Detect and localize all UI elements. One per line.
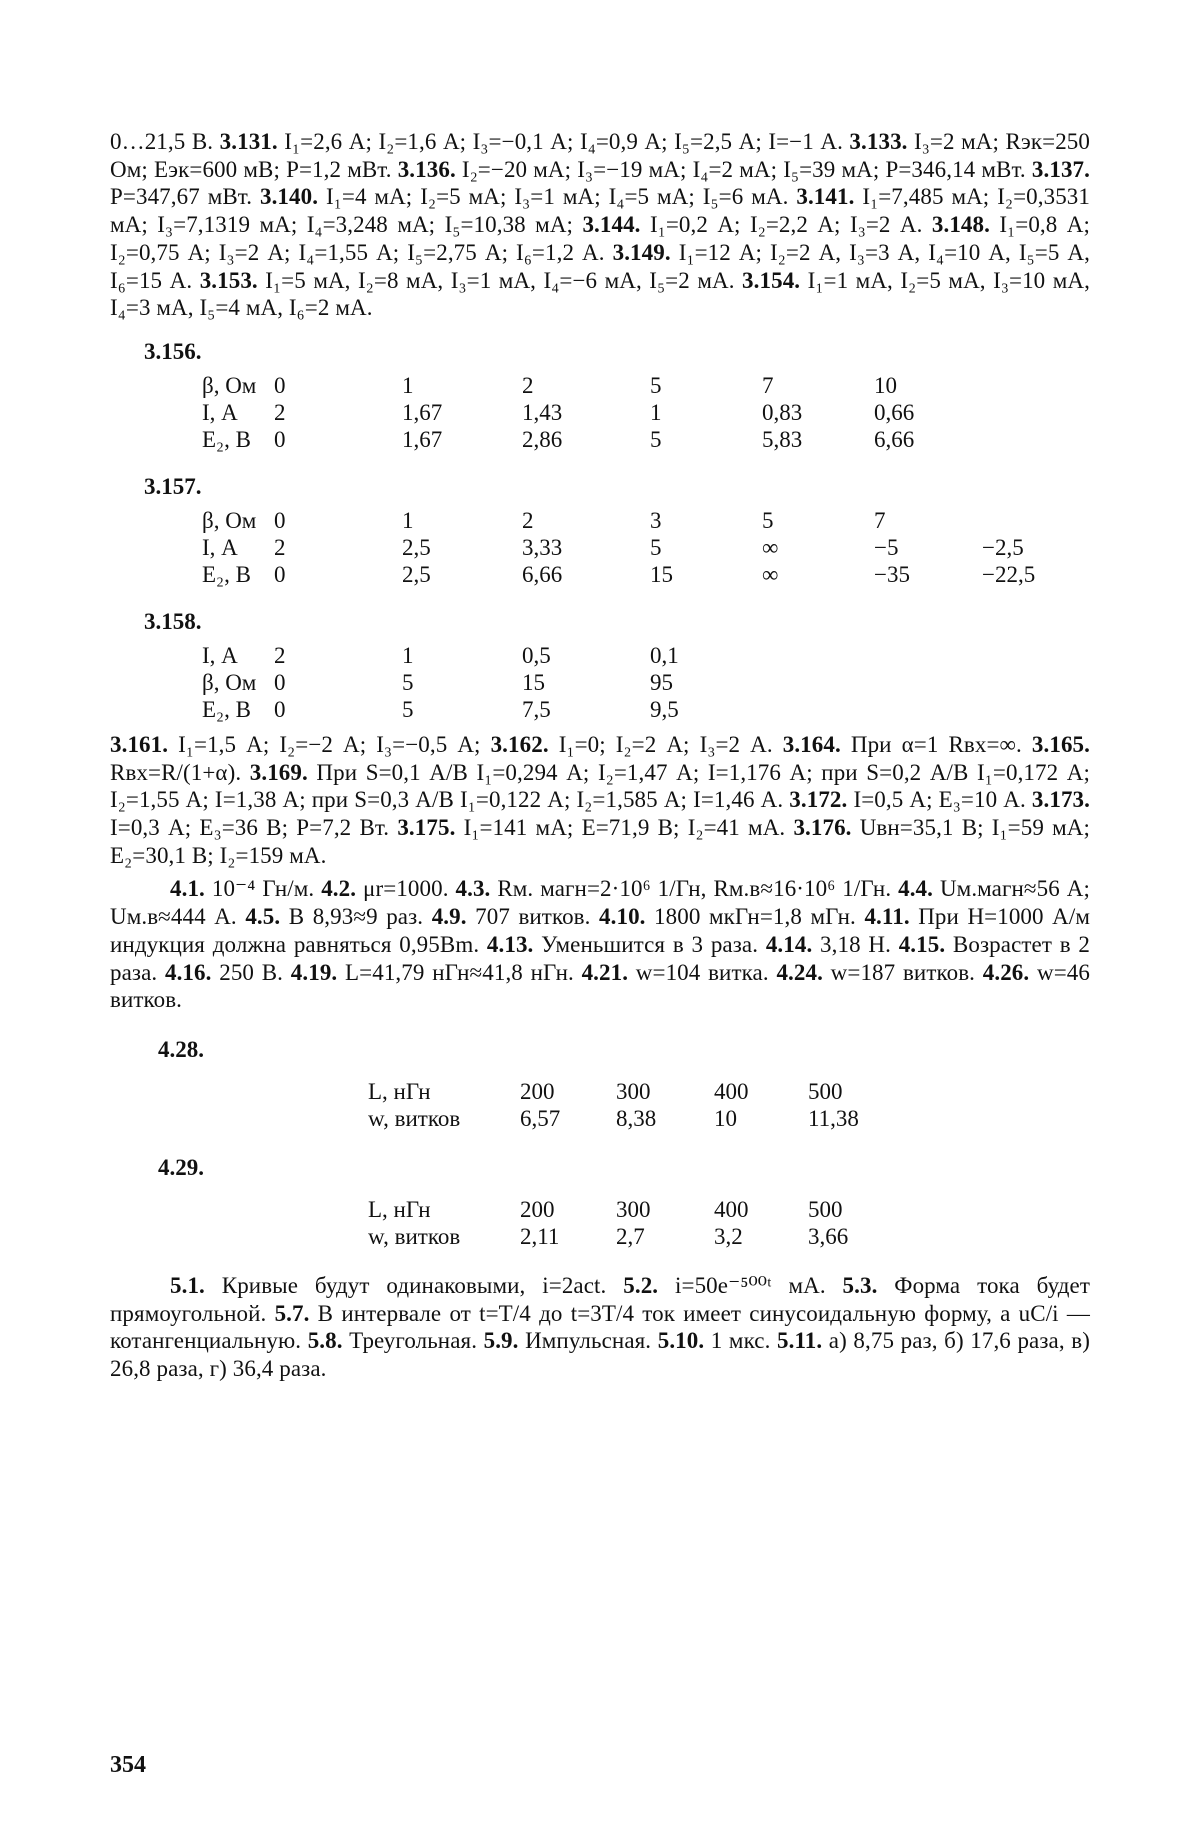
answer-number: 4.9. <box>431 904 467 930</box>
value-cell: 5 <box>650 426 662 452</box>
answer-number: 4.1. <box>170 876 205 902</box>
value-cell: 400 <box>714 1196 749 1222</box>
answer-text: I₁=141 мА; E=71,9 В; I₂=41 мА. <box>455 815 794 841</box>
answer-number: 5.7. <box>274 1300 310 1326</box>
answer-text: P=347,67 мВт. <box>110 184 260 210</box>
answer-number: 3.144. <box>582 212 641 238</box>
answer-text: I₁=1,5 А; I₂=−2 А; I₃=−0,5 А; <box>168 731 491 757</box>
page-number: 354 <box>110 1752 146 1778</box>
answer-text: 1 мкс. <box>704 1328 778 1354</box>
answer-number: 5.8. <box>307 1328 343 1354</box>
value-cell: 2 <box>274 534 286 560</box>
value-cell: 1,67 <box>402 399 443 425</box>
answer-text: Уменьшится в 3 раза. <box>533 931 766 957</box>
value-cell: 2 <box>522 372 534 398</box>
answer-text: I₁=12 А; I₂=2 А, I₃=3 А, I₄=10 А, I₅=5 А, I₆=15 А. <box>110 239 1090 293</box>
value-cell: 7 <box>874 507 886 533</box>
table-row <box>202 372 982 399</box>
answer-number: 3.164. <box>782 731 841 757</box>
block-label-3-156: 3.156. <box>144 338 202 364</box>
row-header-cell: β, Ом <box>202 507 257 533</box>
value-cell: 200 <box>520 1196 555 1222</box>
value-cell: 0,1 <box>650 642 679 668</box>
values-table-3-158 <box>202 642 762 723</box>
value-cell: 1 <box>402 642 414 668</box>
value-cell: 1,43 <box>522 399 563 425</box>
value-cell: 500 <box>808 1196 843 1222</box>
answer-text: I₁=0; I₂=2 А; I₃=2 А. <box>548 731 783 757</box>
answer-number: 3.136. <box>397 156 456 182</box>
value-cell: 9,5 <box>650 696 679 722</box>
answer-number: 5.10. <box>657 1328 705 1354</box>
answer-number: 3.154. <box>742 267 801 293</box>
value-cell: 2 <box>522 507 534 533</box>
answer-text: 0…21,5 В. <box>110 129 220 154</box>
answer-number: 3.175. <box>397 815 456 841</box>
block-label-3-158: 3.158. <box>144 608 202 634</box>
answer-text: I₁=2,6 А; I₂=1,6 А; I₃=−0,1 А; I₄=0,9 А; I₅=2,5 А; I=−1 А. <box>277 129 850 154</box>
answer-number: 3.172. <box>789 787 848 813</box>
value-cell: 0,83 <box>762 399 803 425</box>
answer-number: 3.141. <box>796 184 855 210</box>
value-cell: 2,11 <box>520 1223 560 1249</box>
value-cell: 0 <box>274 669 286 695</box>
answer-text: I₂=−20 мА; I₃=−19 мА; I₄=2 мА; I₅=39 мА; P=346,14 мВт. <box>455 156 1032 182</box>
value-cell: ∞ <box>762 534 779 560</box>
answer-number: 3.162. <box>490 731 549 757</box>
table-row <box>202 534 1082 561</box>
answer-text: В интервале от t=T/4 до t=3T/4 ток имеет синусоидальную форму, а uC/i — котангенциальную. <box>110 1300 1090 1354</box>
value-cell: 11,38 <box>808 1105 859 1131</box>
value-cell: 6,66 <box>522 561 563 587</box>
answer-number: 4.24. <box>776 959 823 985</box>
table-row <box>202 426 982 453</box>
table-row <box>368 1196 908 1223</box>
answer-text: 3,18 Н. <box>812 931 899 957</box>
answer-number: 3.153. <box>199 267 258 293</box>
value-cell: 10 <box>714 1105 737 1131</box>
value-cell: 1 <box>650 399 662 425</box>
block-label-4-28: 4.28. <box>158 1036 204 1062</box>
value-cell: 7,5 <box>522 696 551 722</box>
answer-number: 4.14. <box>765 931 813 957</box>
value-cell <box>982 507 1082 534</box>
answer-text: I₁=1 мА, I₂=5 мА, I₃=10 мА, I₄=3 мА, I₅=4 мА, I₆=2 мА. <box>110 267 1090 321</box>
answer-text: При α=1 Rвх=∞. <box>840 731 1032 757</box>
value-cell: 3 <box>650 507 662 533</box>
table-row <box>202 696 762 723</box>
answer-text: Rвх=R/(1+α). <box>110 759 250 785</box>
value-cell: 1 <box>402 372 414 398</box>
value-cell: 5 <box>650 534 662 560</box>
answer-number: 3.148. <box>931 212 990 238</box>
answer-text: I₁=7,485 мА; I₂=0,3531 мА; I₃=7,1319 мА; I₄=3,248 мА; I₅=10,38 мА; <box>110 184 1090 238</box>
table-row <box>202 642 762 669</box>
value-cell: 0 <box>274 507 286 533</box>
value-cell: 15 <box>522 669 545 695</box>
answer-text: Uвн=35,1 В; I₁=59 мА; E₂=30,1 В; I₂=159 мА. <box>110 815 1090 868</box>
block-label-4-29: 4.29. <box>158 1154 204 1180</box>
value-cell: 5 <box>402 669 414 695</box>
table-row <box>202 669 762 696</box>
answer-text: 707 витков. <box>466 904 600 930</box>
table-row <box>202 507 1082 534</box>
answer-text: При H=1000 А/м индукция должна равняться 0,95Bm. <box>110 904 1091 957</box>
value-cell: 0 <box>274 426 286 452</box>
value-cell: 2,5 <box>402 534 431 560</box>
row-header-cell: I, А <box>202 399 238 425</box>
value-cell: 6,57 <box>520 1105 561 1131</box>
value-cell: −5 <box>874 534 899 560</box>
answer-text: 250 В. <box>211 959 291 985</box>
answer-number: 4.13. <box>486 931 534 957</box>
values-table-3-157 <box>202 507 1082 588</box>
answers-paragraph-3-131 <box>110 128 1090 322</box>
answer-number: 4.16. <box>164 959 212 985</box>
value-cell: 3,66 <box>808 1223 849 1249</box>
answer-number: 3.140. <box>259 184 319 210</box>
row-header-cell: E₂, В <box>202 561 251 587</box>
value-cell: 0,66 <box>874 399 915 425</box>
answer-number: 5.3. <box>842 1272 878 1298</box>
value-cell: 6,66 <box>874 426 915 452</box>
row-header-cell: E₂, В <box>202 696 251 722</box>
value-cell: 5 <box>762 507 774 533</box>
answer-number: 4.10. <box>599 904 646 930</box>
answer-text: При S=0,1 А/В I₁=0,294 А; I₂=1,47 А; I=1,176 А; при S=0,2 А/В I₁=0,172 А; I₂=1,55 А; I=1,38 А; при S=0,3 А/В I₁=0,122 А; I₂=1,585 А; I=1,46 А. <box>110 759 1090 813</box>
block-label-3-157: 3.157. <box>144 473 202 499</box>
value-cell: 8,38 <box>616 1105 657 1131</box>
answers-paragraph-5-1 <box>110 1272 1090 1383</box>
value-cell: ∞ <box>762 561 779 587</box>
value-cell: 400 <box>714 1078 749 1104</box>
answer-text: I₁=0,2 А; I₂=2,2 А; I₃=2 А. <box>640 212 932 238</box>
answer-number: 5.9. <box>483 1328 519 1354</box>
value-cell: 300 <box>616 1078 651 1104</box>
row-header-cell: I, А <box>202 534 238 560</box>
value-cell: 2 <box>274 399 286 425</box>
answer-text: Форма тока будет прямоугольной. <box>110 1272 1090 1326</box>
table-row <box>368 1223 908 1250</box>
value-cell: 2,86 <box>522 426 563 452</box>
answer-number: 5.1. <box>170 1272 205 1298</box>
value-cell: −2,5 <box>982 534 1024 560</box>
answer-text: I=0,5 А; E₃=10 А. <box>847 787 1032 813</box>
answer-number: 4.4. <box>898 876 934 902</box>
row-header-cell: L, нГн <box>368 1196 431 1222</box>
value-cell: −22,5 <box>982 561 1036 587</box>
answer-number: 5.11. <box>777 1328 823 1354</box>
answer-number: 3.173. <box>1031 787 1090 813</box>
answer-text: i=50e⁻⁵⁰⁰ᵗ мА. <box>658 1272 843 1298</box>
answer-number: 3.149. <box>612 239 671 265</box>
answer-text: 10⁻⁴ Гн/м. <box>204 876 322 902</box>
answer-text: I₁=0,8 А; I₂=0,75 А; I₃=2 А; I₄=1,55 А; I₅=2,75 А; I₆=1,2 А. <box>110 212 1090 265</box>
answer-text: Rм. магн=2·10⁶ 1/Гн, Rм.в≈16·10⁶ 1/Гн. <box>490 876 899 902</box>
answer-number: 4.5. <box>245 904 281 930</box>
answer-text: Треугольная. <box>342 1328 484 1354</box>
row-header-cell: E₂, В <box>202 426 251 452</box>
row-header-cell: I, А <box>202 642 238 668</box>
answer-block-4-29 <box>110 1154 1090 1250</box>
answer-number: 3.169. <box>249 759 308 785</box>
value-cell: 2,5 <box>402 561 431 587</box>
answer-number: 4.26. <box>982 959 1030 985</box>
answer-text: Возрастет в 2 раза. <box>110 931 1090 985</box>
answer-text: I₃=2 мА; Rэк=250 Ом; Eэк=600 мВ; P=1,2 мВт. <box>110 129 1090 182</box>
value-cell: 2 <box>274 642 286 668</box>
answer-block-3-156 <box>110 338 1090 453</box>
answer-number: 3.165. <box>1031 731 1091 757</box>
row-header-cell: w, витков <box>368 1223 461 1249</box>
value-cell: 7 <box>762 372 774 398</box>
value-cell: −35 <box>874 561 910 587</box>
row-header-cell: w, витков <box>368 1105 461 1131</box>
answer-text: Импульсная. <box>518 1328 658 1354</box>
answer-text: Uм.магн≈56 А; Uм.в≈444 А. <box>110 876 1090 930</box>
answer-number: 3.133. <box>849 129 908 154</box>
answer-block-3-157 <box>110 473 1090 588</box>
value-cell: 1,67 <box>402 426 443 452</box>
answer-text: В 8,93≈9 раз. <box>280 904 432 930</box>
value-cell: 95 <box>650 669 673 695</box>
answers-paragraph-3-161 <box>110 731 1090 870</box>
value-cell: 3,33 <box>522 534 563 560</box>
answer-text: μr=1000. <box>356 876 456 902</box>
answer-text: w=104 витка. <box>628 959 777 985</box>
answer-number: 5.2. <box>623 1272 659 1298</box>
value-cell: 10 <box>874 372 897 398</box>
answer-number: 4.11. <box>864 904 910 930</box>
answer-text: w=187 витков. <box>822 959 983 985</box>
answer-text: I=0,3 А; E₃=36 В; P=7,2 Вт. <box>110 815 398 841</box>
value-cell: 300 <box>616 1196 651 1222</box>
answer-number: 3.131. <box>219 129 278 154</box>
value-cell: 5 <box>402 696 414 722</box>
answer-number: 3.161. <box>110 731 169 757</box>
value-cell: 5,83 <box>762 426 803 452</box>
value-cell: 0 <box>274 561 286 587</box>
value-cell: 1 <box>402 507 414 533</box>
answer-text: w=46 витков. <box>110 959 1090 1013</box>
values-table-4-28 <box>368 1078 908 1132</box>
row-header-cell: β, Ом <box>202 669 257 695</box>
answer-text: 1800 мкГн=1,8 мГн. <box>645 904 865 930</box>
value-cell: 2,7 <box>616 1223 645 1249</box>
answer-text: Кривые будут одинаковыми, i=2act. <box>204 1272 624 1298</box>
answer-number: 3.176. <box>793 815 852 841</box>
table-row <box>202 399 982 426</box>
answer-number: 4.3. <box>455 876 491 902</box>
answer-number: 4.19. <box>290 959 338 985</box>
value-cell: 200 <box>520 1078 555 1104</box>
answer-text: I₁=4 мА; I₂=5 мА; I₃=1 мА; I₄=5 мА; I₅=6 мА. <box>318 184 797 210</box>
values-table-3-156 <box>202 372 982 453</box>
value-cell: 3,2 <box>714 1223 743 1249</box>
value-cell: 0,5 <box>522 642 551 668</box>
row-header-cell: β, Ом <box>202 372 257 398</box>
table-row <box>202 561 1082 588</box>
table-row <box>368 1105 908 1132</box>
value-cell: 500 <box>808 1078 843 1104</box>
answer-block-4-28 <box>110 1036 1090 1132</box>
row-header-cell: L, нГн <box>368 1078 431 1104</box>
value-cell: 5 <box>650 372 662 398</box>
answer-block-3-158 <box>110 608 1090 723</box>
answer-number: 4.21. <box>581 959 629 985</box>
answer-text: I₁=5 мА, I₂=8 мА, I₃=1 мА, I₄=−6 мА, I₅=2 мА. <box>257 267 743 293</box>
answer-number: 4.15. <box>898 931 946 957</box>
table-row <box>368 1078 908 1105</box>
value-cell: 0 <box>274 696 286 722</box>
values-table-4-29 <box>368 1196 908 1250</box>
answer-number: 3.137. <box>1031 156 1090 182</box>
value-cell: 0 <box>274 372 286 398</box>
answers-paragraph-4-1 <box>110 875 1090 1014</box>
answer-text: а) 8,75 раз, б) 17,6 раза, в) 26,8 раза, г) 36,4 раза. <box>110 1328 1090 1382</box>
answer-number: 4.2. <box>321 876 357 902</box>
answer-text: L=41,79 нГн≈41,8 нГн. <box>337 959 582 985</box>
value-cell: 15 <box>650 561 673 587</box>
document-page <box>110 128 1090 1383</box>
